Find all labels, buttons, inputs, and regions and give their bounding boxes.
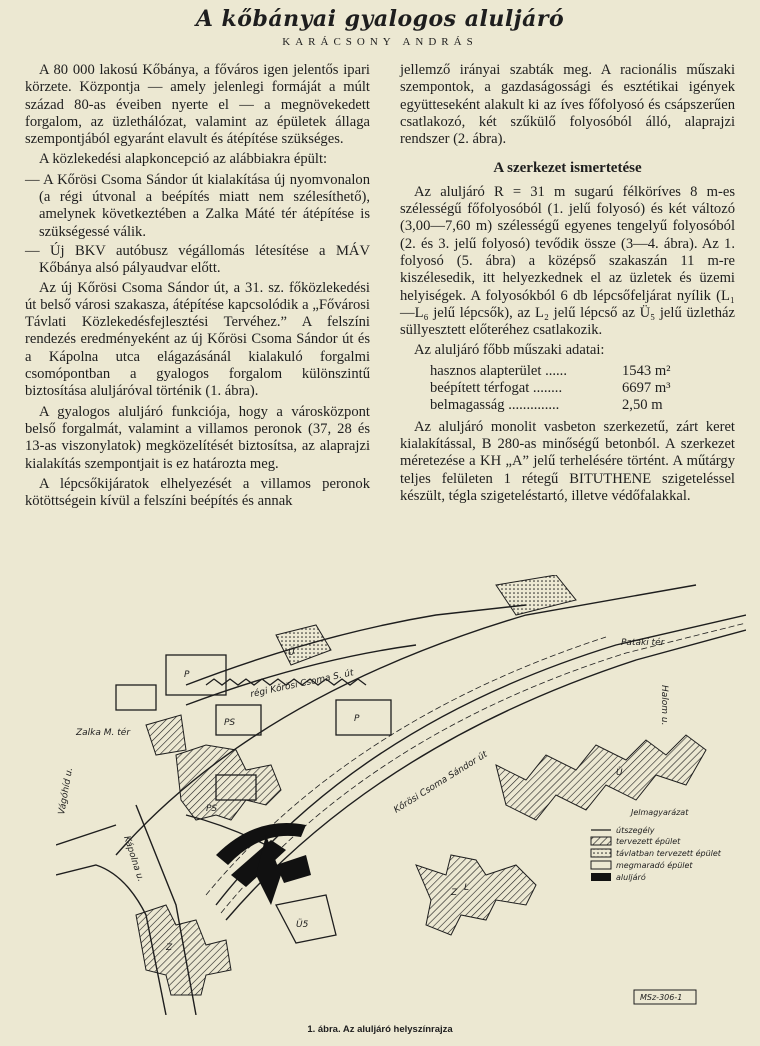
spec-row bbox=[430, 380, 700, 397]
legend-item: távlatban tervezett épület bbox=[616, 849, 721, 858]
label-z: Z bbox=[166, 943, 173, 953]
spec-label: hasznos alapterület ...... bbox=[430, 362, 567, 379]
label-korosi-ut: Kőrösi Csoma Sándor út bbox=[392, 749, 490, 816]
paragraph: Az aluljáró R = 31 m sugarú félköríves 8 m-es szélességű főfolyosóból (1. jelű folyosó) és két változó (3,00—7,60 m) szélességű egyenes tengelyű folyosóból (2. és 3. jelű folyosó) tevődik össze (3—4. ábra). Az 1. folyosó (5. ábra) a középső szakaszán 11 m-re kiszélesedik, itt helyezkednek el az üzletek és üzemi helyiségek. A folyosókból 6 db lépcsőfeljárat nyílik (L₁—L₆ jelű lépcsők), az L₂ jelű lépcső az Ü₅ jelű üzletház süllyesztett előteréhez csatlakozik. bbox=[400, 183, 735, 339]
spec-label: belmagasság .............. bbox=[430, 397, 560, 414]
paragraph: Az új Kőrösi Csoma Sándor út, a 31. sz. főközlekedési út belső városi szakasza, átépítése kapcsolódik a „Fővárosi Távlati Közlekedésfejlesztési Tervéhez.” A felszíni rendezés eredményeként az új Kőrösi Csoma Sándor út és a Kápolna utca elágazásánál kialakuló forgalmi csomópontban a gyalogos forgalom különszintű biztosítása aluljáróval történik (1. ábra). bbox=[25, 279, 370, 400]
label-pataki-ter: Pataki tér bbox=[621, 638, 665, 648]
label-kapolna: Kápolna u. bbox=[121, 834, 146, 884]
legend-item: aluljáró bbox=[616, 873, 646, 882]
label-vagohid: Vágóhíd u. bbox=[57, 766, 76, 816]
label-zalka: Zalka M. tér bbox=[76, 728, 131, 738]
spec-label: beépített térfogat ........ bbox=[430, 380, 563, 397]
paragraph: A 80 000 lakosú Kőbánya, a főváros igen jelentős ipari körzete. Központja — amely jelenlegi formáját a múlt század 80-as éveiben nyerte el — a megnövekedett forgalom, az üzlethálózat, valamint az épületek állaga szempontjából egyaránt elavult és átépítése szükséges. bbox=[25, 62, 370, 148]
site-plan-map bbox=[56, 575, 746, 1015]
article-author: KARÁCSONY ANDRÁS bbox=[282, 36, 478, 48]
drawing-stamp bbox=[634, 990, 696, 1004]
paragraph: Az aluljáró monolit vasbeton szerkezetű, zárt keret kialakítással, B 280-as minőségű betonból. A szerkezet méretezése a KH „A” jelű terhelésére történt. A műtárgy teljes felületen 1 rétegű BITUTHENE szigeteléssel készült, tégla szigeteléstartó, illetve védőfalakkal. bbox=[400, 418, 735, 504]
section-heading: A szerkezet ismertetése bbox=[493, 160, 642, 177]
legend-item: megmaradó épület bbox=[616, 861, 693, 870]
label-u5: Ü5 bbox=[296, 920, 309, 930]
paragraph: A lépcsőkijáratok elhelyezését a villamos peronok kötöttségein kívül a felszíni beépítés és annak bbox=[25, 475, 370, 510]
label-p: P bbox=[184, 670, 190, 680]
legend-item: tervezett épület bbox=[616, 837, 681, 846]
spec-row bbox=[430, 397, 700, 414]
spec-value: 6697 m³ bbox=[622, 380, 671, 397]
label-ps: PS bbox=[224, 718, 236, 728]
spec-row bbox=[430, 363, 700, 380]
map-legend bbox=[591, 808, 722, 882]
article-title: A kőbányai gyalogos aluljáró bbox=[195, 6, 565, 32]
spec-value: 2,50 m bbox=[622, 397, 663, 414]
label-ps: PS bbox=[206, 804, 218, 814]
label-z: Z bbox=[451, 888, 458, 898]
list-item: — Új BKV autóbusz végállomás létesítése a MÁV Kőbánya alsó pályaudvar előtt. bbox=[25, 242, 370, 277]
future-buildings bbox=[276, 575, 576, 665]
label-l: L bbox=[464, 883, 470, 893]
paragraph: A közlekedési alapkoncepció az alábbiakra épült: bbox=[39, 151, 328, 168]
spec-table bbox=[430, 363, 700, 415]
right-column bbox=[400, 62, 735, 508]
left-column bbox=[25, 62, 370, 513]
list-item: — A Kőrösi Csoma Sándor út kialakítása új nyomvonalon (a régi útvonal a beépítés miatt nem szélesíthető), amelynek következtében a Zalka Máté tér átépítése is szükségessé válik. bbox=[25, 171, 370, 240]
stamp-text: MSz-306-1 bbox=[640, 993, 683, 1002]
underpass bbox=[216, 823, 311, 905]
label-u: Ü bbox=[288, 648, 295, 658]
paragraph: jellemző irányai szabták meg. A racionális műszaki szempontok, a gazdaságossági és esztétikai igények együtteseként alakult ki az íves főfolyosó és csápszerűen csatlakozó, két szűkülő folyosóból álló, alaprajzi rendszer (2. ábra). bbox=[400, 62, 735, 148]
paragraph: A gyalogos aluljáró funkciója, hogy a városközpont belső forgalmát, valamint a villamos peronok (37, 28 és 13-as viszonylatok) megközelítését biztosítsa, az alaprajzi kialakítás szempontjait is ez határozta meg. bbox=[25, 403, 370, 472]
label-regi-korosi: régi Kőrösi Csoma S. út bbox=[249, 668, 355, 700]
legend-title: Jelmagyarázat bbox=[631, 808, 689, 817]
legend-item: útszegély bbox=[616, 826, 655, 835]
label-p: P bbox=[354, 714, 360, 724]
figure-caption: 1. ábra. Az aluljáró helyszínrajza bbox=[307, 1024, 453, 1035]
spec-value: 1543 m² bbox=[622, 362, 671, 379]
paragraph: Az aluljáró főbb műszaki adatai: bbox=[414, 342, 605, 359]
label-u: Ü bbox=[616, 768, 623, 778]
label-halom-u: Halom u. bbox=[659, 685, 669, 726]
